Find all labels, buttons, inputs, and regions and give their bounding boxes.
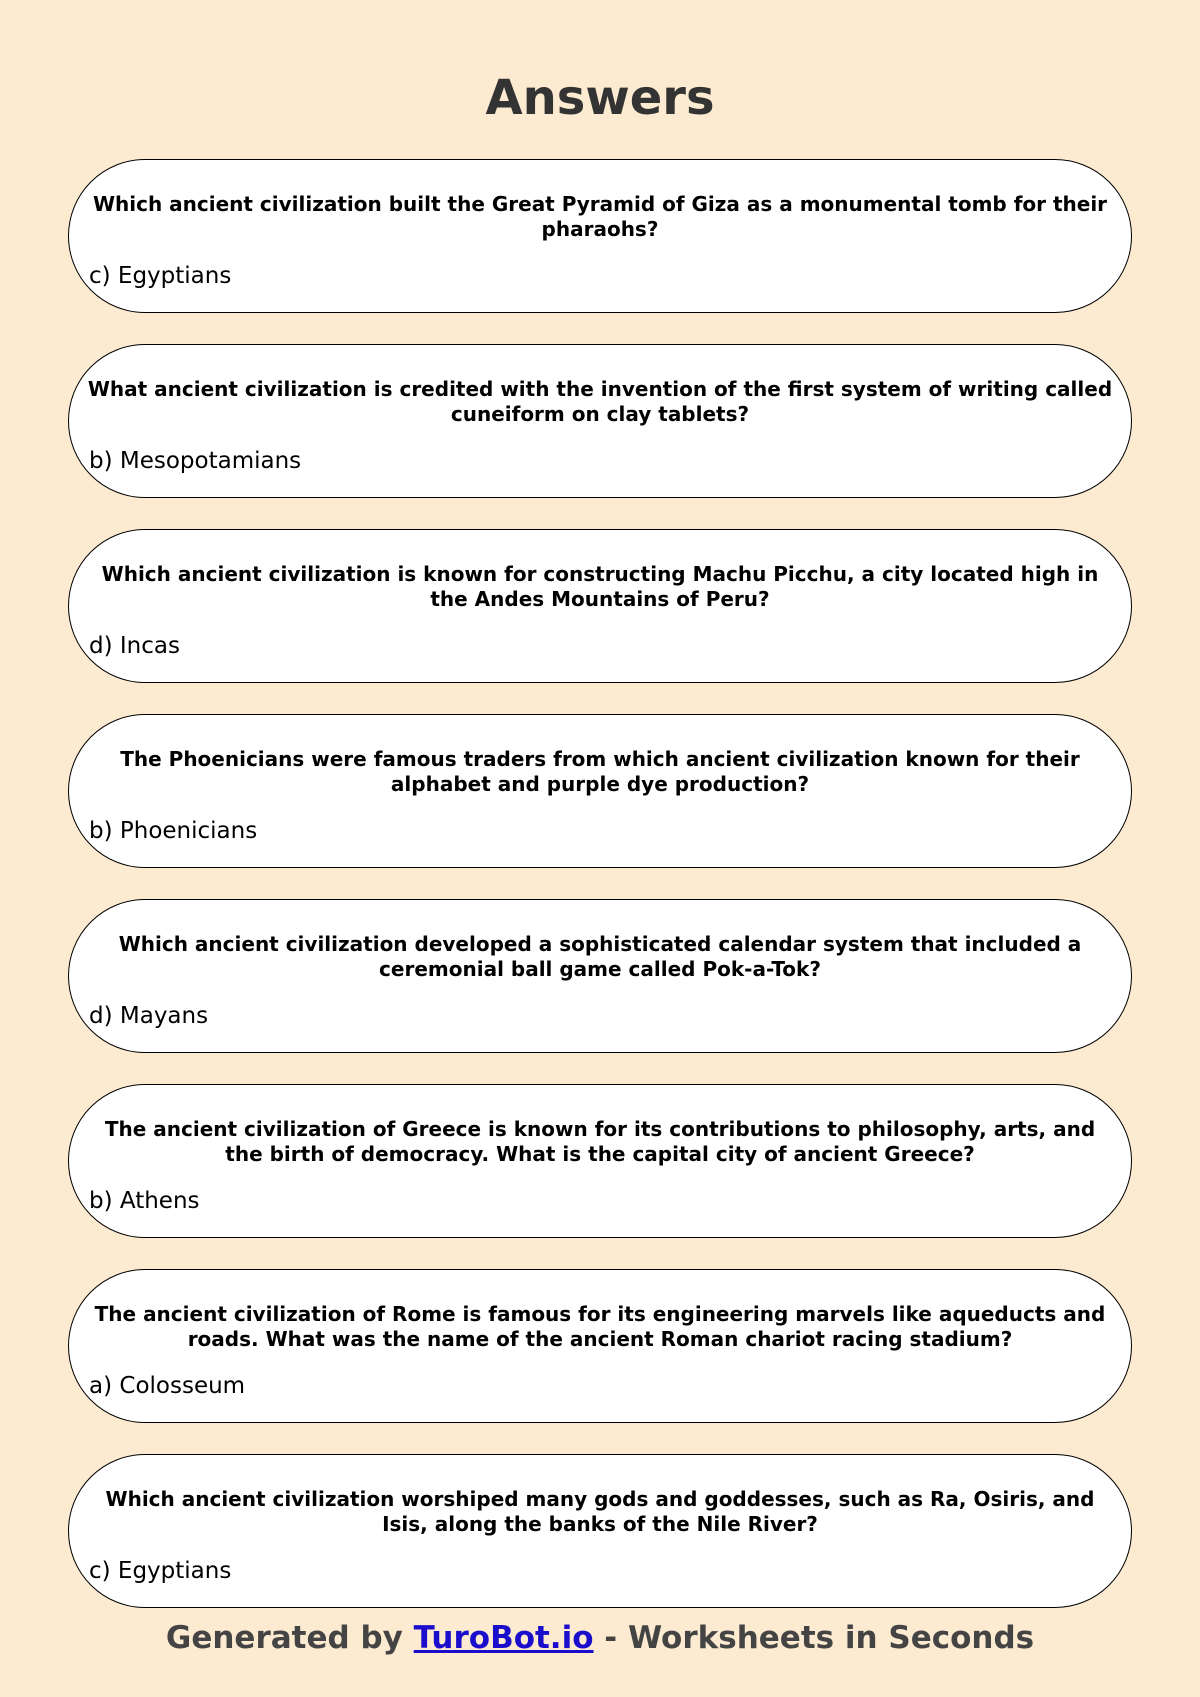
answer-text: c) Egyptians [89,263,232,289]
answer-text: a) Colosseum [89,1373,246,1399]
answer-text: b) Phoenicians [89,818,258,844]
question-text: The ancient civilization of Rome is famous for its engineering marvels like aqueducts and roads. What was the name of the ancient Roman chariot racing stadium? [94,1302,1106,1351]
turobot-link[interactable]: TuroBot.io [413,1620,594,1656]
answer-text: b) Mesopotamians [89,448,302,474]
answer-card [68,344,1132,498]
question-text: What ancient civilization is credited with the invention of the first system of writing called cuneiform on clay tablets? [87,377,1113,426]
answer-text: c) Egyptians [89,1558,232,1584]
question-text: Which ancient civilization worshiped many gods and goddesses, such as Ra, Osiris, and Isis, along the banks of the Nile River? [105,1487,1095,1536]
answer-card [68,529,1132,683]
question-text: Which ancient civilization built the Great Pyramid of Giza as a monumental tomb for their pharaohs? [92,192,1108,241]
answer-card [68,1084,1132,1238]
answer-text: d) Mayans [89,1003,209,1029]
answer-card [68,714,1132,868]
footer [0,1618,1200,1658]
answer-card [68,159,1132,313]
answer-text: d) Incas [89,633,180,659]
question-text: The Phoenicians were famous traders from which ancient civilization known for their alphabet and purple dye production? [120,747,1080,796]
question-text: The ancient civilization of Greece is known for its contributions to philosophy, arts, and the birth of democracy. What is the capital city of ancient Greece? [104,1117,1096,1166]
answer-card [68,899,1132,1053]
answer-card [68,1269,1132,1423]
page-title: Answers [485,70,715,126]
answer-text: b) Athens [89,1188,200,1214]
footer-prefix: Generated by [165,1620,414,1656]
question-text: Which ancient civilization developed a sophisticated calendar system that included a ceremonial ball game called Pok-a-Tok? [118,932,1082,981]
question-text: Which ancient civilization is known for constructing Machu Picchu, a city located high in the Andes Mountains of Peru? [101,562,1099,611]
answer-list [68,159,1132,1639]
answer-card [68,1454,1132,1608]
footer-suffix: - Worksheets in Seconds [593,1620,1035,1656]
